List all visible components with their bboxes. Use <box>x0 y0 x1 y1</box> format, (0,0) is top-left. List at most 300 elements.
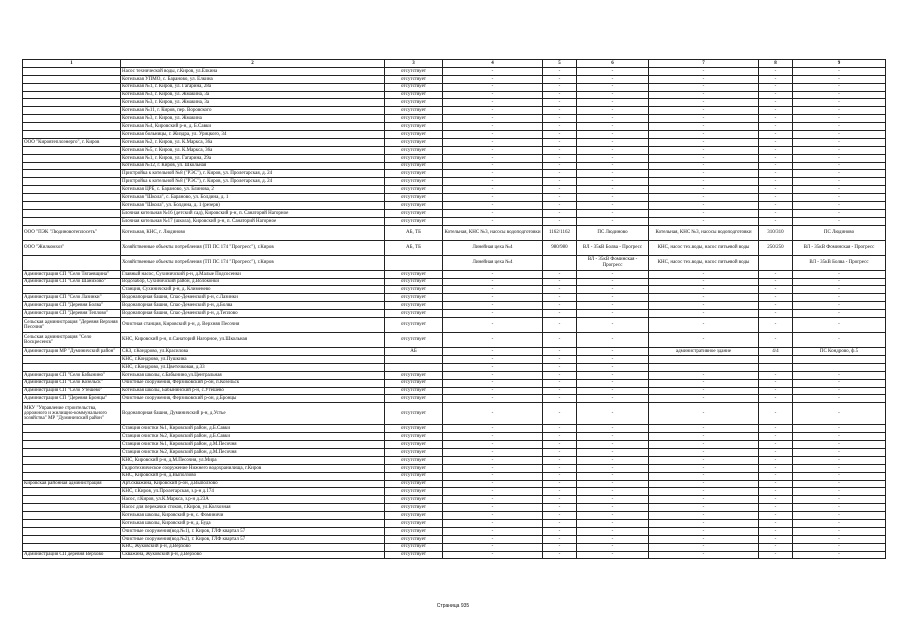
organization-cell <box>23 202 121 210</box>
object-cell: Котельная, КНС, г. Людиново <box>121 225 385 240</box>
value-cell: отсутствует <box>385 403 443 425</box>
value-cell: - <box>443 162 543 170</box>
organization-cell <box>23 512 121 520</box>
value-cell: - <box>443 433 543 441</box>
value-cell: - <box>577 433 649 441</box>
organization-cell <box>23 255 121 270</box>
value-cell <box>543 255 577 270</box>
value-cell: - <box>577 387 649 395</box>
value-cell: - <box>543 107 577 115</box>
value-cell: - <box>577 194 649 202</box>
value-cell <box>385 363 443 371</box>
table-row <box>23 441 886 449</box>
value-cell: - <box>793 162 886 170</box>
value-cell: - <box>577 527 649 535</box>
value-cell: - <box>443 178 543 186</box>
value-cell: - <box>543 551 577 559</box>
value-cell: - <box>577 217 649 225</box>
value-cell: - <box>649 371 759 379</box>
value-cell: - <box>649 99 759 107</box>
value-cell: - <box>443 138 543 146</box>
value-cell: - <box>759 209 793 217</box>
value-cell: - <box>793 91 886 99</box>
value-cell: - <box>577 99 649 107</box>
value-cell: - <box>759 286 793 294</box>
organization-cell <box>23 519 121 527</box>
value-cell: - <box>443 496 543 504</box>
value-cell: - <box>543 310 577 318</box>
value-cell: Котельная, КНС №3, насосы водоподготовки <box>443 225 543 240</box>
object-cell: Котельная №5, г. Киров, ул. К.Маркса, 36а <box>121 146 385 154</box>
value-cell: - <box>649 178 759 186</box>
table-row <box>23 217 886 225</box>
object-cell: Котельная №3, г. Киров, ул. Жмакина, 3а <box>121 91 385 99</box>
value-cell: - <box>543 488 577 496</box>
value-cell: - <box>759 512 793 520</box>
value-cell: - <box>793 318 886 333</box>
table-row <box>23 371 886 379</box>
organization-cell <box>23 535 121 543</box>
table-row <box>23 387 886 395</box>
value-cell: - <box>649 519 759 527</box>
value-cell: отсутствует <box>385 441 443 449</box>
organization-cell: МКУ "Управление строительства, дорожного и жилищно-коммунального хозяйства" МР "Думиничский район" <box>23 403 121 425</box>
value-cell: - <box>759 433 793 441</box>
value-cell: - <box>543 123 577 131</box>
value-cell: - <box>759 162 793 170</box>
object-cell: КНС, Жуковский р-н, д.Верхово <box>121 543 385 551</box>
value-cell: - <box>649 186 759 194</box>
object-cell: Котельная №11, г. Киров, пер. Воровского <box>121 107 385 115</box>
value-cell: - <box>649 170 759 178</box>
organization-cell: ООО "ПЭК "Людиновотеплосеть" <box>23 225 121 240</box>
value-cell: - <box>577 512 649 520</box>
value-cell: - <box>759 154 793 162</box>
value-cell: - <box>443 403 543 425</box>
value-cell: - <box>649 535 759 543</box>
value-cell: - <box>543 543 577 551</box>
object-cell: Насос для перекачки стоков, г.Киров, ул.Колхозная <box>121 504 385 512</box>
value-cell: - <box>443 535 543 543</box>
organization-cell <box>23 217 121 225</box>
value-cell: отсутствует <box>385 480 443 488</box>
table-row <box>23 202 886 210</box>
value-cell: - <box>649 123 759 131</box>
value-cell: - <box>443 527 543 535</box>
object-cell: Котельная №1, г. Киров, ул. Гагарина, 29а <box>121 154 385 162</box>
object-cell: Котельная школы, Кировский р-н, с. Фоминичи <box>121 512 385 520</box>
value-cell: ПС Людиново <box>577 225 649 240</box>
value-cell: - <box>543 178 577 186</box>
value-cell: - <box>543 433 577 441</box>
table-row <box>23 178 886 186</box>
organization-cell <box>23 178 121 186</box>
value-cell: - <box>759 67 793 75</box>
value-cell: отсутствует <box>385 107 443 115</box>
value-cell: - <box>759 551 793 559</box>
value-cell: отсутствует <box>385 115 443 123</box>
value-cell: отсутствует <box>385 519 443 527</box>
value-cell: отсутствует <box>385 170 443 178</box>
object-cell: Котельная "Школа", с. Бараново, ул. Болдина, д. 1 <box>121 194 385 202</box>
value-cell: - <box>649 83 759 91</box>
value-cell: - <box>577 535 649 543</box>
value-cell: отсутствует <box>385 217 443 225</box>
value-cell: отсутствует <box>385 425 443 433</box>
value-cell: - <box>577 318 649 333</box>
object-cell: Котельная школы, Бабынинский р-н, с.Утешево <box>121 387 385 395</box>
value-cell: отсутствует <box>385 395 443 403</box>
data-table <box>22 59 886 559</box>
column-header: 8 <box>759 60 793 68</box>
organization-cell: Администрация СП "Село Тягаевщина" <box>23 270 121 278</box>
table-row <box>23 240 886 255</box>
value-cell: - <box>793 170 886 178</box>
object-cell: Котельная №3, г. Киров, ул. Жмакина, 3а <box>121 99 385 107</box>
value-cell: - <box>443 270 543 278</box>
organization-cell <box>23 186 121 194</box>
value-cell: - <box>759 472 793 480</box>
value-cell: - <box>793 333 886 348</box>
object-cell: КНС, г.Кондрово, ул.Цветочковая, д.33 <box>121 363 385 371</box>
value-cell: - <box>577 519 649 527</box>
value-cell: - <box>577 488 649 496</box>
value-cell: - <box>759 115 793 123</box>
table-row <box>23 83 886 91</box>
value-cell: - <box>443 186 543 194</box>
value-cell: отсутствует <box>385 194 443 202</box>
object-cell: Водонапорная башня, Спас-Деменский р-н, д.Болва <box>121 302 385 310</box>
table-row <box>23 480 886 488</box>
value-cell: - <box>759 333 793 348</box>
value-cell: - <box>443 310 543 318</box>
value-cell: - <box>543 425 577 433</box>
table-row <box>23 154 886 162</box>
value-cell: - <box>577 472 649 480</box>
value-cell: - <box>759 217 793 225</box>
table-row <box>23 170 886 178</box>
value-cell: - <box>759 107 793 115</box>
value-cell: - <box>577 178 649 186</box>
organization-cell <box>23 170 121 178</box>
table-row <box>23 302 886 310</box>
value-cell: - <box>793 270 886 278</box>
value-cell: - <box>543 363 577 371</box>
table-row <box>23 496 886 504</box>
value-cell: отсутствует <box>385 202 443 210</box>
value-cell: отсутствует <box>385 162 443 170</box>
value-cell: - <box>543 333 577 348</box>
value-cell: - <box>793 99 886 107</box>
value-cell: - <box>793 488 886 496</box>
value-cell: - <box>793 456 886 464</box>
object-cell: Водонапорная башня, Спас-Деменский р-н, с.Лазинки <box>121 294 385 302</box>
value-cell: - <box>793 527 886 535</box>
value-cell: - <box>793 83 886 91</box>
value-cell: - <box>443 278 543 286</box>
object-cell: Пристройка к котельной №8 ("РЭС"), г. Киров, ул. Пролетарская, д. 24 <box>121 170 385 178</box>
value-cell: - <box>543 91 577 99</box>
value-cell: - <box>577 496 649 504</box>
object-cell: Очистные сооружения, Ферзиковский р-он, п.Козельск <box>121 379 385 387</box>
value-cell: - <box>577 371 649 379</box>
value-cell: - <box>443 464 543 472</box>
value-cell: - <box>649 425 759 433</box>
value-cell: - <box>443 83 543 91</box>
value-cell: отсутствует <box>385 318 443 333</box>
object-cell: КНС, Кировский р-н, д.Выползово <box>121 472 385 480</box>
value-cell: - <box>649 294 759 302</box>
value-cell: - <box>577 131 649 139</box>
value-cell: - <box>577 348 649 356</box>
value-cell: - <box>577 202 649 210</box>
value-cell: - <box>793 464 886 472</box>
value-cell: - <box>443 395 543 403</box>
table-row <box>23 194 886 202</box>
value-cell: - <box>443 194 543 202</box>
table-row <box>23 67 886 75</box>
column-header: 5 <box>543 60 577 68</box>
value-cell: - <box>543 456 577 464</box>
value-cell <box>793 355 886 363</box>
value-cell: - <box>543 403 577 425</box>
organization-cell <box>23 355 121 363</box>
value-cell: отсутствует <box>385 270 443 278</box>
value-cell: - <box>649 217 759 225</box>
object-cell: Главный насос, Сухиничский р-н, д.Малые Подсосенки <box>121 270 385 278</box>
object-cell: Станция, Сухиничский р-н, д. Клименево <box>121 286 385 294</box>
value-cell: - <box>649 379 759 387</box>
value-cell: - <box>793 217 886 225</box>
table-row <box>23 456 886 464</box>
value-cell: - <box>759 194 793 202</box>
value-cell: - <box>649 270 759 278</box>
value-cell: - <box>443 217 543 225</box>
value-cell: - <box>793 75 886 83</box>
value-cell: - <box>577 107 649 115</box>
value-cell: - <box>649 310 759 318</box>
organization-cell: Администрация СП "Деревня Бронцы" <box>23 395 121 403</box>
value-cell <box>759 355 793 363</box>
value-cell: ВЛ - 35кВ Болва - Прогресс <box>793 255 886 270</box>
value-cell: - <box>759 456 793 464</box>
value-cell: - <box>577 333 649 348</box>
value-cell: - <box>543 395 577 403</box>
value-cell: - <box>793 371 886 379</box>
value-cell: ВЛ - 35кВ Фоминская - Прогресс <box>793 240 886 255</box>
value-cell: - <box>649 154 759 162</box>
value-cell: - <box>543 170 577 178</box>
table-row <box>23 395 886 403</box>
organization-cell <box>23 209 121 217</box>
value-cell: - <box>577 67 649 75</box>
value-cell: - <box>443 488 543 496</box>
value-cell: отсутствует <box>385 83 443 91</box>
value-cell: отсутствует <box>385 186 443 194</box>
value-cell: - <box>759 83 793 91</box>
organization-cell: Администрация СП "Село Бабынино" <box>23 371 121 379</box>
table-row <box>23 551 886 559</box>
value-cell: АБ <box>385 348 443 356</box>
value-cell: - <box>443 371 543 379</box>
organization-cell: Администрация СП "Село Козельск" <box>23 379 121 387</box>
table-row <box>23 123 886 131</box>
table-row <box>23 99 886 107</box>
value-cell: - <box>543 286 577 294</box>
organization-cell <box>23 83 121 91</box>
value-cell: - <box>793 138 886 146</box>
value-cell: - <box>759 395 793 403</box>
organization-cell <box>23 433 121 441</box>
value-cell: - <box>759 178 793 186</box>
value-cell: - <box>543 115 577 123</box>
value-cell: отсутствует <box>385 123 443 131</box>
value-cell: - <box>793 178 886 186</box>
value-cell: - <box>577 75 649 83</box>
value-cell: - <box>649 194 759 202</box>
value-cell: - <box>759 403 793 425</box>
table-row <box>23 107 886 115</box>
object-cell: Насос, г.Киров, ул.К.Маркса, з.р-н д.23А <box>121 496 385 504</box>
value-cell: Линейная цеха №4 <box>443 240 543 255</box>
value-cell: - <box>649 512 759 520</box>
value-cell: - <box>443 472 543 480</box>
value-cell: - <box>759 202 793 210</box>
value-cell: - <box>577 395 649 403</box>
value-cell: - <box>577 425 649 433</box>
object-cell: Станция очистки №1, Кировский район, д.Б.Савки <box>121 425 385 433</box>
value-cell: - <box>443 519 543 527</box>
column-header: 9 <box>793 60 886 68</box>
object-cell: Водонапорная башня, Думиничский р-н, д.Устье <box>121 403 385 425</box>
value-cell: - <box>543 99 577 107</box>
value-cell: - <box>543 302 577 310</box>
organization-cell: Сельская администрация "Деревня Верхняя Песочня" <box>23 318 121 333</box>
organization-cell <box>23 75 121 83</box>
object-cell: Котельная ЦРБ, с. Бараново, ул. Блинова, 2 <box>121 186 385 194</box>
table-body <box>23 67 886 559</box>
organization-cell <box>23 441 121 449</box>
object-cell: Котельная школы, с.Бабынино,ул.Центральная <box>121 371 385 379</box>
value-cell: - <box>649 543 759 551</box>
value-cell: отсутствует <box>385 543 443 551</box>
organization-cell <box>23 162 121 170</box>
value-cell: - <box>543 202 577 210</box>
value-cell <box>759 255 793 270</box>
table-row <box>23 75 886 83</box>
value-cell: - <box>759 387 793 395</box>
organization-cell <box>23 543 121 551</box>
value-cell: - <box>577 543 649 551</box>
value-cell: - <box>649 202 759 210</box>
value-cell <box>759 363 793 371</box>
value-cell: - <box>577 310 649 318</box>
value-cell: - <box>649 162 759 170</box>
value-cell: отсутствует <box>385 535 443 543</box>
value-cell: отсутствует <box>385 448 443 456</box>
value-cell: - <box>759 91 793 99</box>
value-cell: - <box>543 162 577 170</box>
value-cell: - <box>443 387 543 395</box>
object-cell: Котельная больницы, г. Жиздра, ул. Урицкого, 34 <box>121 131 385 139</box>
value-cell: - <box>649 504 759 512</box>
value-cell: - <box>793 115 886 123</box>
value-cell: - <box>649 318 759 333</box>
value-cell: - <box>543 355 577 363</box>
value-cell: - <box>759 480 793 488</box>
table-row <box>23 433 886 441</box>
object-cell: Гидротехническое сооружение Нижнего водохранилища, г.Киров <box>121 464 385 472</box>
organization-cell: Сельская администрация "Село Воскресенск" <box>23 333 121 348</box>
value-cell: - <box>577 186 649 194</box>
organization-cell <box>23 146 121 154</box>
value-cell: отсутствует <box>385 433 443 441</box>
value-cell: - <box>443 131 543 139</box>
value-cell: - <box>443 480 543 488</box>
value-cell: - <box>759 186 793 194</box>
table-row <box>23 333 886 348</box>
object-cell: КНС, Кировский р-н, п.Санаторий Нагорное, ул.Школьная <box>121 333 385 348</box>
table-row <box>23 278 886 286</box>
value-cell: - <box>543 138 577 146</box>
value-cell: отсутствует <box>385 75 443 83</box>
table-row <box>23 512 886 520</box>
value-cell: - <box>649 448 759 456</box>
value-cell: - <box>443 115 543 123</box>
organization-cell: Администрация СП "Деревня Теплово" <box>23 310 121 318</box>
value-cell: отсутствует <box>385 310 443 318</box>
value-cell: - <box>577 551 649 559</box>
value-cell: - <box>759 318 793 333</box>
value-cell: - <box>543 154 577 162</box>
value-cell: - <box>577 278 649 286</box>
value-cell: - <box>649 527 759 535</box>
value-cell: - <box>577 146 649 154</box>
object-cell: Котельная №3, г. Киров, ул. Жмакина <box>121 115 385 123</box>
organization-cell: Администрация СП "Деревня Болва" <box>23 302 121 310</box>
value-cell: - <box>793 107 886 115</box>
value-cell: - <box>793 278 886 286</box>
value-cell: административное здание <box>649 348 759 356</box>
value-cell: - <box>543 519 577 527</box>
value-cell: ВЛ - 35кВ Фоминская - Прогресс <box>577 255 649 270</box>
organization-cell <box>23 425 121 433</box>
value-cell: 310/310 <box>759 225 793 240</box>
value-cell: отсутствует <box>385 178 443 186</box>
value-cell: - <box>649 67 759 75</box>
value-cell: - <box>649 75 759 83</box>
value-cell: - <box>759 464 793 472</box>
object-cell: Очистная станция, Кировский р-н, д. Верхняя Песочня <box>121 318 385 333</box>
value-cell: АБ, ТБ <box>385 240 443 255</box>
value-cell: отсутствует <box>385 302 443 310</box>
table-row <box>23 286 886 294</box>
value-cell: ВЛ - 35кВ Болва - Прогресс <box>577 240 649 255</box>
value-cell: - <box>577 154 649 162</box>
value-cell: - <box>443 441 543 449</box>
value-cell: - <box>649 488 759 496</box>
object-cell: Блочная котельная №16 (детский сад), Кировский р-н, п. Санаторий Нагорное <box>121 209 385 217</box>
value-cell: - <box>793 202 886 210</box>
organization-cell <box>23 123 121 131</box>
value-cell: - <box>793 310 886 318</box>
column-header: 2 <box>121 60 385 68</box>
value-cell: - <box>543 278 577 286</box>
value-cell: - <box>793 379 886 387</box>
object-cell: Очистные сооружения, Ферзиковский р-он, д.Бронцы <box>121 395 385 403</box>
object-cell: Котельная школы, Кировский р-н, д. Буда <box>121 519 385 527</box>
organization-cell: Администрация СП "Село Утешево" <box>23 387 121 395</box>
